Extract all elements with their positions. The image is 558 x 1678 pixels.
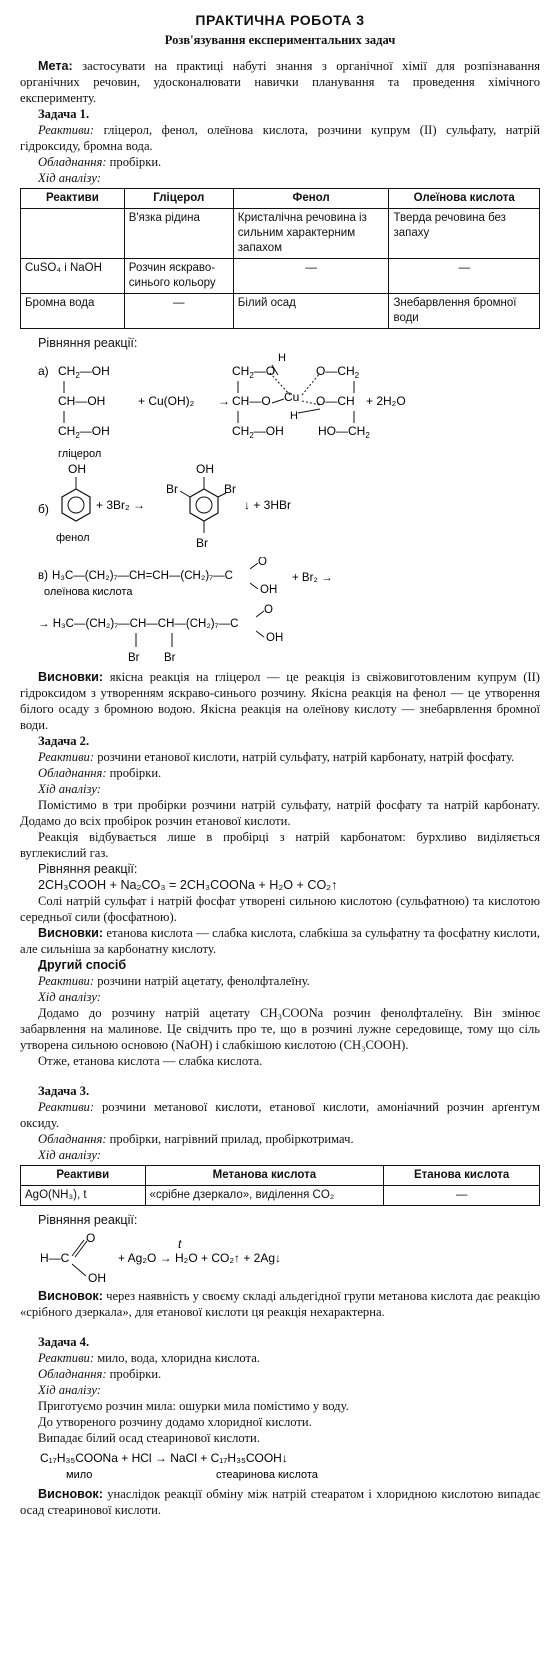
eq-a-reagent: + Cu(OH)₂ <box>138 394 195 408</box>
eq3-t: t <box>178 1237 182 1251</box>
task3-conclusion <box>20 1288 540 1320</box>
table-header-cell: Етанова кислота <box>384 1166 540 1186</box>
table-header-cell: Гліцерол <box>124 189 233 209</box>
task3-reagents <box>20 1099 540 1131</box>
svg-text:Br: Br <box>166 482 178 496</box>
task3-procedure-label: Хід аналізу: <box>38 1148 101 1162</box>
table-row <box>21 1186 540 1206</box>
task4-conclusion-text: унаслідок реакції обміну між натрій стеаратом і хлоридною кислотою випадає осад стеаринової кислоти. <box>20 1487 540 1517</box>
eq-c-line2: → H₃C—(CH₂)₇—CH—CH—(CH₂)₇—C <box>38 618 239 630</box>
goal-text: застосувати на практиці набуті знання з органічної хімії для розпізнавання органічних речовин, удосконалювати навички планування та проведення хімічного експерименту. <box>20 59 540 105</box>
svg-text:OH: OH <box>196 463 214 476</box>
table-cell: AgO(NH₃), t <box>21 1186 146 1206</box>
task1-reagents-label: Реактиви: <box>38 123 95 137</box>
task2-second-way: Другий спосіб <box>38 958 127 972</box>
task2-p2: Реакція відбувається лише в пробірці з натрій карбонатом: бурхливо виділяється вуглекислий газ. <box>20 830 540 860</box>
task1-procedure-label: Хід аналізу: <box>38 171 101 185</box>
task2-equipment <box>20 765 540 781</box>
eq4-text: C₁₇H₃₅COONa + HCl → NaCl + C₁₇H₃₅COOH↓ <box>40 1451 288 1465</box>
task2-p4: Додамо до розчину натрій ацетату CH₃COONa розчин фенолфталеїну. Він змінює забарвлення на малинове. Це свідчить про те, що в розчині лужне середовище, тому що сіль утворена сильною основою (NaOH) і слабкішою кислотою (CH₃COOH). <box>20 1006 540 1052</box>
eq-c-name: олеїнова кислота <box>44 586 133 598</box>
task4-conclusion-label: Висновок: <box>38 1487 103 1501</box>
table-cell: — <box>389 259 540 294</box>
eq-a-marker: а) <box>38 364 49 378</box>
task3-equipment <box>20 1131 540 1147</box>
table-header-cell: Фенол <box>233 189 389 209</box>
table-cell: CuSO₄ і NaOH <box>21 259 125 294</box>
svg-text:O—CH: O—CH <box>316 394 355 408</box>
svg-text:CH2—OH: $CH_2—OH$ <box>232 424 284 440</box>
task3-conclusion-label: Висновок: <box>38 1289 103 1303</box>
svg-text:Br: Br <box>224 482 236 496</box>
eq-b-reagent: + 3Br₂ → <box>96 498 146 512</box>
table-cell: «срібне дзеркало», виділення CO₂ <box>145 1186 384 1206</box>
task1-reagents-text: гліцерол, фенол, олеїнова кислота, розчини купрум (II) сульфату, натрій гідроксиду, бромна вода. <box>20 123 540 153</box>
svg-text:HO—CH2: $HO—CH_2$ <box>318 424 370 440</box>
table-cell: Знебарвлення бромної води <box>389 294 540 329</box>
svg-text:CH—OH: CH—OH <box>58 394 106 408</box>
task4-equipment-text: пробірки. <box>106 1367 162 1381</box>
goal-paragraph <box>20 58 540 106</box>
task4-reagents-label: Реактиви: <box>38 1351 95 1365</box>
task2-reagents2-text: розчини натрій ацетату, фенолфталеїну. <box>94 974 310 988</box>
table-header-cell: Реактиви <box>21 1166 146 1186</box>
eq-b-tail: ↓ + 3HBr <box>244 498 292 512</box>
table-header-row <box>21 1166 540 1186</box>
task1-reagents <box>20 122 540 154</box>
task4-reagents <box>20 1350 540 1366</box>
svg-text:Br: Br <box>164 652 176 664</box>
task1-conclusion <box>20 669 540 733</box>
table-cell <box>21 209 125 259</box>
spacer <box>20 1320 540 1334</box>
task2-conclusion-text: етанова кислота — слабка кислота, слабкіша за сульфатну та фосфатну кислоти, але сильніша за карбонатну кислоту. <box>20 926 540 956</box>
table-header-row <box>21 189 540 209</box>
task1-table <box>20 188 540 329</box>
eq4-stearic: стеаринова кислота <box>216 1469 318 1481</box>
eq-c-reagent: + Br₂ → <box>292 572 333 584</box>
task2-reagents <box>20 749 540 765</box>
spacer <box>20 1069 540 1083</box>
svg-text:OH: OH <box>266 632 284 644</box>
eq3-right: + Ag₂O → H₂O + CO₂↑ + 2Ag↓ <box>118 1251 282 1265</box>
table-cell: Бромна вода <box>21 294 125 329</box>
svg-text:Br: Br <box>196 536 208 550</box>
task4-reagents-text: мило, вода, хлоридна кислота. <box>94 1351 260 1365</box>
task4-equipment-label: Обладнання: <box>38 1367 107 1381</box>
eq-b-marker: б) <box>38 502 49 516</box>
task2-conclusion <box>20 925 540 957</box>
eq4-soap: мило <box>66 1469 93 1481</box>
task2-reagents-text: розчини етанової кислоти, натрій сульфату, натрій карбонату, натрій фосфату. <box>94 750 515 764</box>
table-row <box>21 209 540 259</box>
task4-procedure-label: Хід аналізу: <box>38 1383 101 1397</box>
svg-text:CH—O: CH—O <box>232 394 271 408</box>
task3-table <box>20 1165 540 1206</box>
goal-label: Мета: <box>38 59 73 73</box>
equation-task4 <box>20 1448 540 1484</box>
eq-c-marker: в) <box>38 570 48 582</box>
table-cell: — <box>124 294 233 329</box>
eq-b-phenol-name: фенол <box>56 532 90 544</box>
task2-equipment-text: пробірки. <box>106 766 162 780</box>
svg-text:H: H <box>278 353 286 364</box>
task2-heading: Задача 2. <box>38 734 90 748</box>
task3-conclusion-text: через наявність у своєму складі альдегідної групи метанова кислота дає реакцію «срібного дзеркала», для етанової кислоти ця реакція нехарактерна. <box>20 1289 540 1319</box>
page-title: ПРАКТИЧНА РОБОТА 3 <box>195 12 365 28</box>
svg-text:OH: OH <box>88 1271 106 1285</box>
svg-text:Cu: Cu <box>284 390 300 404</box>
svg-text:OH: OH <box>68 463 86 476</box>
eq-c-line1: H₃C—(CH₂)₇—CH=CH—(CH₂)₇—C <box>52 570 233 582</box>
task2-procedure2-label: Хід аналізу: <box>38 990 101 1004</box>
task1-equipment <box>20 154 540 170</box>
eq-a-glycerol-name: гліцерол <box>58 448 102 460</box>
task2-p1: Помістимо в три пробірки розчини натрій сульфату, натрій фосфату та натрій карбонату. Додамо до всіх пробірок розчин етанової кислоти. <box>20 798 540 828</box>
task4-p2: До утвореного розчину додамо хлоридної кислоти. <box>38 1415 312 1429</box>
equation-c-oleic <box>20 557 540 667</box>
task2-reagents2-label: Реактиви: <box>38 974 95 988</box>
eq3-left: H—C <box>40 1251 70 1265</box>
table-header-cell: Метанова кислота <box>145 1166 384 1186</box>
svg-text:OH: OH <box>260 584 278 596</box>
svg-text:H: H <box>290 410 298 422</box>
svg-text:CH2—O: $CH_2—O$ <box>232 364 276 380</box>
task2-p5: Отже, етанова кислота — слабка кислота. <box>38 1054 263 1068</box>
task4-conclusion <box>20 1486 540 1518</box>
svg-text:O: O <box>258 557 267 568</box>
table-cell: — <box>233 259 389 294</box>
task3-heading: Задача 3. <box>38 1084 90 1098</box>
task4-p1: Приготуємо розчин мила: ошурки мила помістимо у воду. <box>38 1399 349 1413</box>
task1-equipment-label: Обладнання: <box>38 155 107 169</box>
equation-b-phenol <box>20 463 540 555</box>
equation-a-glycerol <box>20 353 540 461</box>
task2-equation: 2CH₃COOH + Na₂CO₃ = 2CH₃COONa + H₂O + CO₂↑ <box>38 878 338 892</box>
task3-reagents-text: розчини метанової кислоти, етанової кислоти, амоніачний розчин арґентум оксиду. <box>20 1100 540 1130</box>
table-cell: Тверда речовина без запаху <box>389 209 540 259</box>
task2-reagents-label: Реактиви: <box>38 750 95 764</box>
task4-equipment <box>20 1366 540 1382</box>
task3-equations-label: Рівняння реакції: <box>38 1213 138 1227</box>
svg-text:O: O <box>86 1231 96 1245</box>
page-subtitle: Розв'язування експериментальних задач <box>164 33 396 47</box>
eq-a-product-tail: + 2H₂O <box>366 394 406 408</box>
task1-equipment-text: пробірки. <box>106 155 162 169</box>
svg-text:O: O <box>264 604 273 616</box>
table-row <box>21 294 540 329</box>
task2-procedure-label: Хід аналізу: <box>38 782 101 796</box>
task1-equations-label: Рівняння реакції: <box>38 336 138 350</box>
task2-reagents2 <box>20 973 540 989</box>
task1-heading: Задача 1. <box>38 107 90 121</box>
task2-conclusion-label: Висновки: <box>38 926 104 940</box>
svg-text:O—CH2: $O—CH_2$ <box>316 364 360 380</box>
table-header-cell: Реактиви <box>21 189 125 209</box>
svg-text:→: → <box>218 394 230 408</box>
equation-task3 <box>20 1230 540 1286</box>
svg-text:CH2—OH: $CH_2—OH$ <box>58 364 110 380</box>
task4-p3: Випадає білий осад стеаринової кислоти. <box>38 1431 260 1445</box>
svg-text:Br: Br <box>128 652 140 664</box>
task4-heading: Задача 4. <box>38 1335 90 1349</box>
svg-text:CH2—OH: $CH_2—OH$ <box>58 424 110 440</box>
table-cell: Білий осад <box>233 294 389 329</box>
task1-conclusion-text: якісна реакція на гліцерол — це реакція із свіжовиготовленим купрум (II) гідроксидом з утворенням яскраво-синього розчину. Якісна реакція на фенол — це утворення білого осаду з бромною водою. Якісна реакція на олеїнову кислоту — знебарвлення бромної води. <box>20 670 540 732</box>
table-cell: Розчин яскраво-синього кольору <box>124 259 233 294</box>
task2-p3: Солі натрій сульфат і натрій фосфат утворені сильною кислотою (сульфатною) та кислотою середньої сили (фосфатною). <box>20 894 540 924</box>
task3-equipment-label: Обладнання: <box>38 1132 107 1146</box>
task3-equipment-text: пробірки, нагрівний прилад, пробіркотримач. <box>106 1132 354 1146</box>
table-cell: — <box>384 1186 540 1206</box>
table-cell: Кристалічна речовина із сильним характерним запахом <box>233 209 389 259</box>
task2-equations-label: Рівняння реакції: <box>38 862 138 876</box>
table-row <box>21 259 540 294</box>
page <box>20 0 540 1518</box>
task1-conclusion-label: Висновки: <box>38 670 104 684</box>
task2-equipment-label: Обладнання: <box>38 766 107 780</box>
table-header-cell: Олеїнова кислота <box>389 189 540 209</box>
table-cell: В'язка рідина <box>124 209 233 259</box>
task3-reagents-label: Реактиви: <box>38 1100 95 1114</box>
